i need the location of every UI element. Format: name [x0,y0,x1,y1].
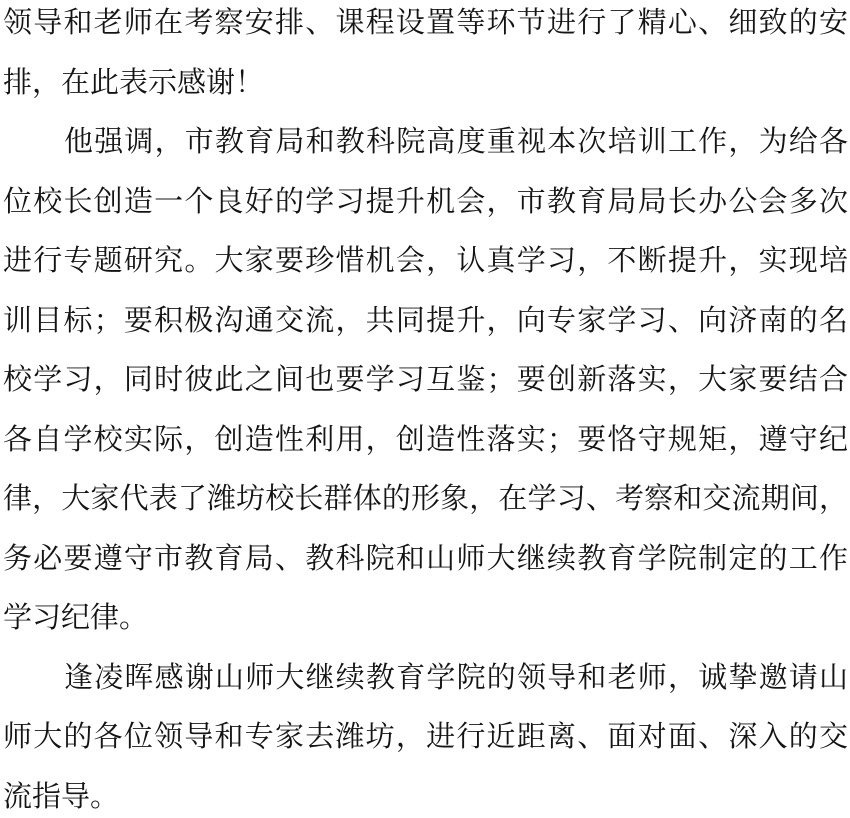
paragraph-invitation [3,655,848,818]
text-line: 逢凌晖感谢山师大继续教育学院的领导和老师，诚挚邀请山 [64,659,848,694]
text-line: 训目标；要积极沟通交流，共同提升，向专家学习、向济南的名 [3,302,848,337]
text-line: 领导和老师在考察安排、课程设置等环节进行了精心、细致的安 [3,5,848,39]
text-line: 律，大家代表了潍坊校长群体的形象，在学习、考察和交流期间， [3,481,848,515]
document-page [3,0,848,818]
text-line: 流指导。 [3,778,120,813]
text-line: 位校长创造一个良好的学习提升机会，市教育局局长办公会多次 [3,183,848,218]
text-line: 排，在此表示感谢！ [3,64,265,99]
text-line: 进行专题研究。大家要珍惜机会，认真学习，不断提升，实现培 [3,243,848,277]
text-line: 他强调，市教育局和教科院高度重视本次培训工作，为给各 [64,124,848,158]
paragraph-emphasis [3,119,848,639]
text-line: 校学习，同时彼此之间也要学习互鉴；要创新落实，大家要结合 [3,362,848,396]
text-line: 师大的各位领导和专家去潍坊，进行近距离、面对面、深入的交 [3,719,848,753]
text-line: 学习纪律。 [3,600,149,634]
text-line: 各自学校实际，创造性利用，创造性落实；要恪守规矩，遵守纪 [3,421,848,456]
text-line: 务必要遵守市教育局、教科院和山师大继续教育学院制定的工作 [3,540,848,575]
paragraph-thanks-continued [3,0,848,104]
